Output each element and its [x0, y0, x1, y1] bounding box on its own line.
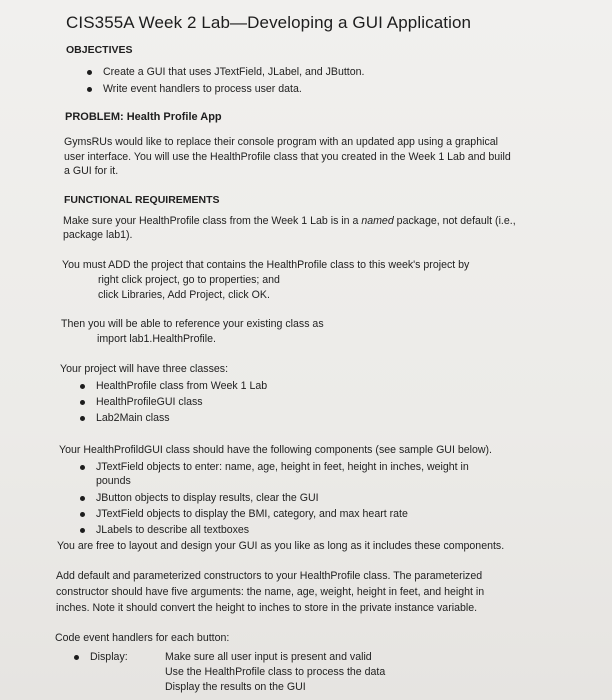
display-step: Make sure all user input is present and valid	[165, 651, 372, 663]
objectives-heading: OBJECTIVES	[66, 44, 133, 56]
component-item: JTextField objects to display the BMI, category, and max heart rate	[96, 508, 408, 520]
problem-line: a GUI for it.	[64, 165, 119, 177]
page-title: CIS355A Week 2 Lab—Developing a GUI Application	[66, 13, 472, 32]
component-item: JLabels to describe all textboxes	[96, 524, 250, 536]
objective-item: Create a GUI that uses JTextField, JLabel, and JButton.	[103, 66, 365, 78]
problem-line: user interface. You will use the HealthProfile class that you created in the Week 1 Lab and build	[64, 151, 511, 163]
component-item-cont: pounds	[96, 475, 131, 487]
package-paragraph: Make sure your HealthProfile class from the Week 1 Lab is in a named package, not default (i.e.,	[63, 215, 516, 227]
functional-heading: FUNCTIONAL REQUIREMENTS	[64, 194, 220, 206]
component-item: JButton objects to display results, clear the GUI	[96, 492, 319, 504]
event-handlers-intro: Code event handlers for each button:	[55, 632, 230, 644]
display-step: Display the results on the GUI	[165, 681, 306, 693]
problem-line: GymsRUs would like to replace their console program with an updated app using a graphical	[64, 136, 498, 148]
problem-heading: PROBLEM: Health Profile App	[65, 111, 222, 123]
class-item: Lab2Main class	[96, 412, 170, 424]
component-item: JTextField objects to enter: name, age, height in feet, height in inches, weight in	[96, 461, 469, 473]
add-project-line: You must ADD the project that contains the HealthProfile class to this week's project by	[62, 259, 470, 271]
import-line: import lab1.HealthProfile.	[97, 333, 216, 345]
class-item: HealthProfile class from Week 1 Lab	[96, 380, 268, 392]
reference-line: Then you will be able to reference your existing class as	[61, 318, 324, 330]
package-paragraph-line2: package lab1).	[63, 229, 133, 241]
class-item: HealthProfileGUI class	[96, 396, 203, 408]
display-label: Display:	[90, 651, 128, 663]
add-project-step: click Libraries, Add Project, click OK.	[98, 289, 270, 301]
components-intro: Your HealthProfildGUI class should have the following components (see sample GUI below).	[59, 444, 492, 456]
display-step: Use the HealthProfile class to process the data	[165, 666, 386, 678]
objective-item: Write event handlers to process user data.	[103, 83, 302, 95]
constructor-line: Add default and parameterized constructors to your HealthProfile class. The parameterized	[56, 570, 483, 582]
constructor-line: constructor should have five arguments: the name, age, weight, height in feet, and height in	[56, 586, 485, 598]
classes-intro: Your project will have three classes:	[60, 363, 229, 375]
layout-note: You are free to layout and design your GUI as you like as long as it includes these components.	[57, 540, 505, 552]
constructor-line: inches. Note it should convert the height to inches to store in the private instance variable.	[56, 602, 478, 614]
add-project-step: right click project, go to properties; and	[98, 274, 280, 286]
